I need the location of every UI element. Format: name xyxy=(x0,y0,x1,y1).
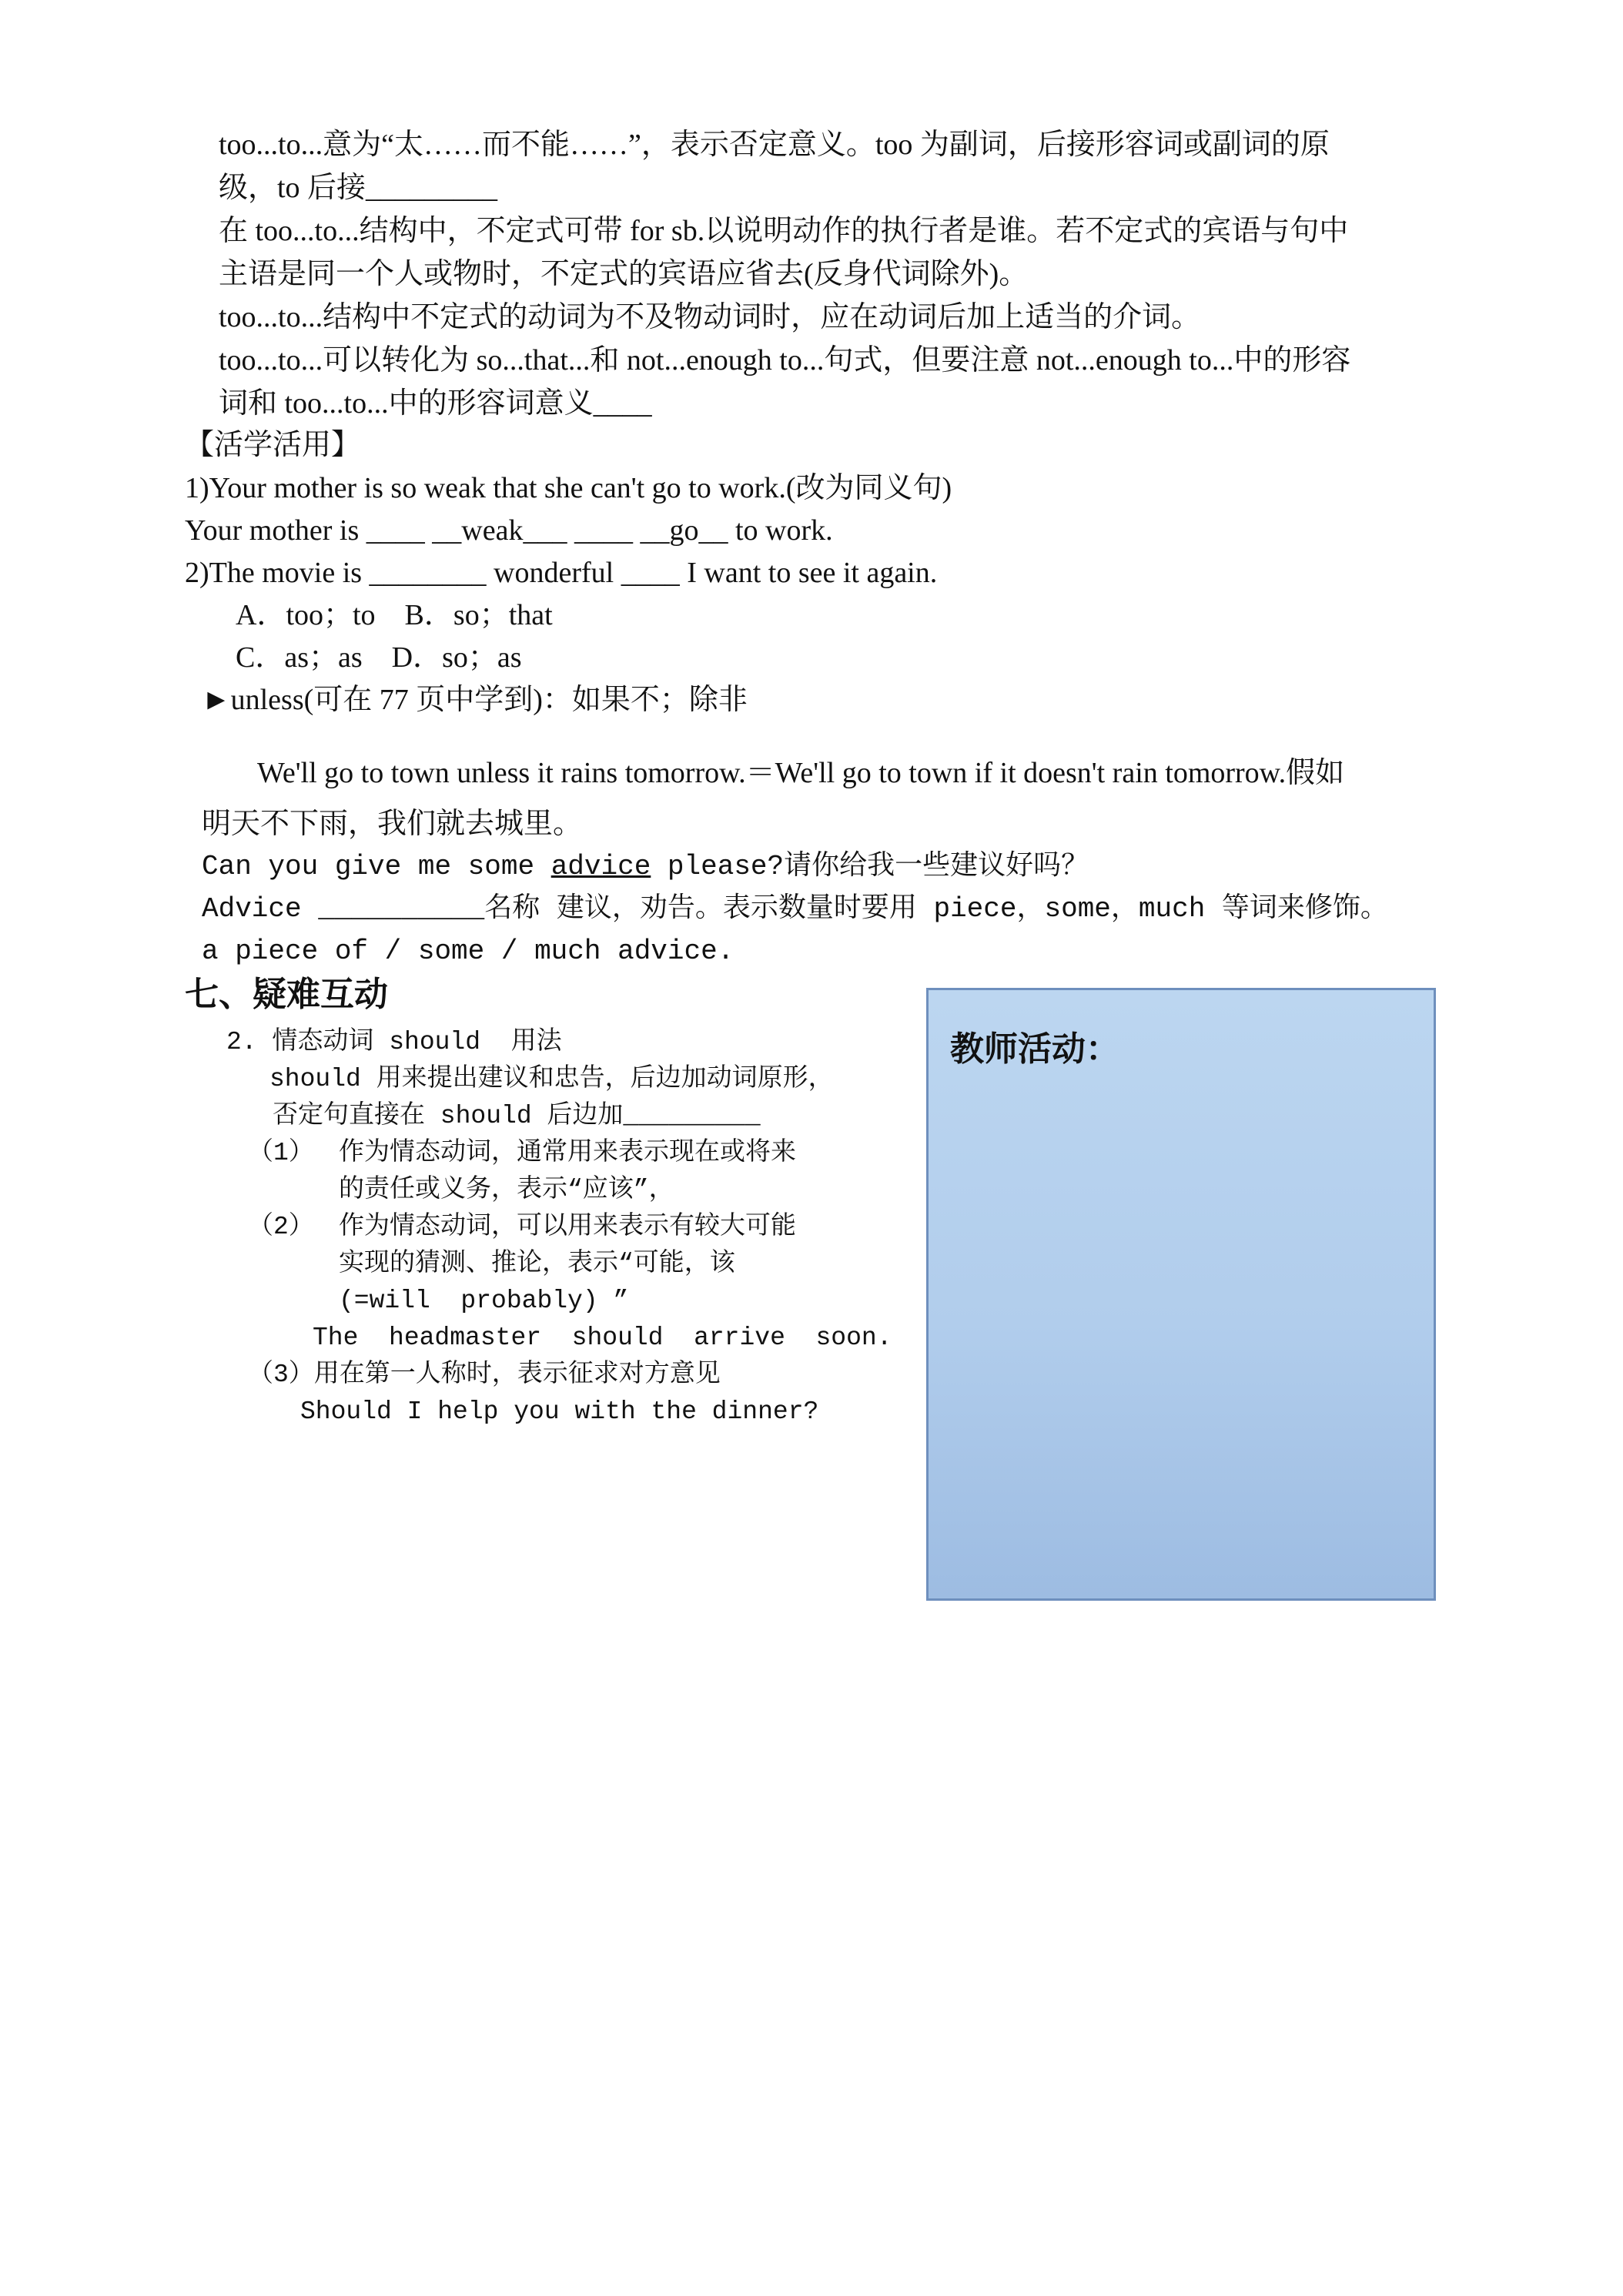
teacher-activity-box xyxy=(926,988,1436,1601)
point-1-line-a: 作为情态动词，通常用来表示现在或将来 xyxy=(339,1139,796,1167)
practice-options-ab: A．too；to B．so；that xyxy=(236,599,553,631)
unless-translation: 明天不下雨，我们就去城里。 xyxy=(202,808,583,840)
advice-line-1 xyxy=(202,850,1089,883)
explanation-line-6: too...to...可以转化为 so...that...和 not...enough to...句式，但要注意 not...enough to...中的形容 xyxy=(219,344,1351,377)
practice-options-cd: C．as；as D．so；as xyxy=(236,641,522,674)
point-2-line-b: 实现的猜测、推论，表示“可能，该 xyxy=(339,1250,735,1278)
practice-answer-1: Your mother is ____ __weak___ ____ __go__ to work. xyxy=(185,514,833,547)
explanation-line-4: 主语是同一个人或物时，不定式的宾语应省去(反身代词除外)。 xyxy=(219,258,1029,290)
explanation-line-5: too...to...结构中不定式的动词为不及物动词时，应在动词后加上适当的介词。 xyxy=(219,301,1201,333)
advice-line-3: a piece of / some / much advice. xyxy=(202,935,735,967)
advice-line-1-pre: Can you give me some xyxy=(202,851,551,882)
advice-line-1-post: please?请你给我一些建议好吗？ xyxy=(651,851,1089,882)
unless-title: ►unless(可在 77 页中学到)：如果不；除非 xyxy=(202,684,748,716)
example-sentence-1: The headmaster should arrive soon. xyxy=(313,1324,892,1352)
point-2-line-a: 作为情态动词，可以用来表示有较大可能 xyxy=(339,1213,796,1241)
section-7-heading: 七、疑难互动 xyxy=(185,975,388,1014)
point-2-number: （2） xyxy=(248,1213,314,1241)
practice-question-2: 2)The movie is ________ wonderful ____ I want to see it again. xyxy=(185,557,938,589)
advice-line-2: Advice __________名称 建议，劝告。表示数量时要用 piece，some，much 等词来修饰。 xyxy=(202,893,1388,925)
unless-example: We'll go to town unless it rains tomorrow.＝We'll go to town if it doesn't rain tomorrow.假如 xyxy=(257,757,1345,789)
point-3: （3）用在第一人称时，表示征求对方意见 xyxy=(248,1361,721,1389)
practice-question-1: 1)Your mother is so weak that she can't go to work.(改为同义句) xyxy=(185,472,952,504)
should-item-title: 2. 情态动词 should 用法 xyxy=(226,1028,562,1056)
point-2-line-c: (=will probably) ” xyxy=(339,1287,629,1315)
explanation-line-7: 词和 too...to...中的形容词意义____ xyxy=(219,387,652,420)
example-sentence-2: Should I help you with the dinner? xyxy=(300,1397,819,1426)
practice-heading: 【活学活用】 xyxy=(185,429,361,461)
point-1-line-b: 的责任或义务，表示“应该”， xyxy=(339,1176,674,1204)
should-rule-2: 否定句直接在 should 后边加_________ xyxy=(273,1102,761,1130)
explanation-line-1: too...to...意为“太……而不能……”，表示否定意义。too 为副词，后接形容词或副词的原 xyxy=(219,129,1330,161)
explanation-line-3: 在 too...to...结构中，不定式可带 for sb.以说明动作的执行者是谁。若不定式的宾语与句中 xyxy=(219,215,1349,247)
should-rule-1: should 用来提出建议和忠告，后边加动词原形， xyxy=(269,1065,834,1093)
advice-underlined-word: advice xyxy=(550,851,651,882)
point-1-number: （1） xyxy=(248,1139,314,1167)
teacher-activity-title: 教师活动： xyxy=(950,1029,1119,1069)
explanation-line-2: 级，to 后接_________ xyxy=(219,172,498,204)
